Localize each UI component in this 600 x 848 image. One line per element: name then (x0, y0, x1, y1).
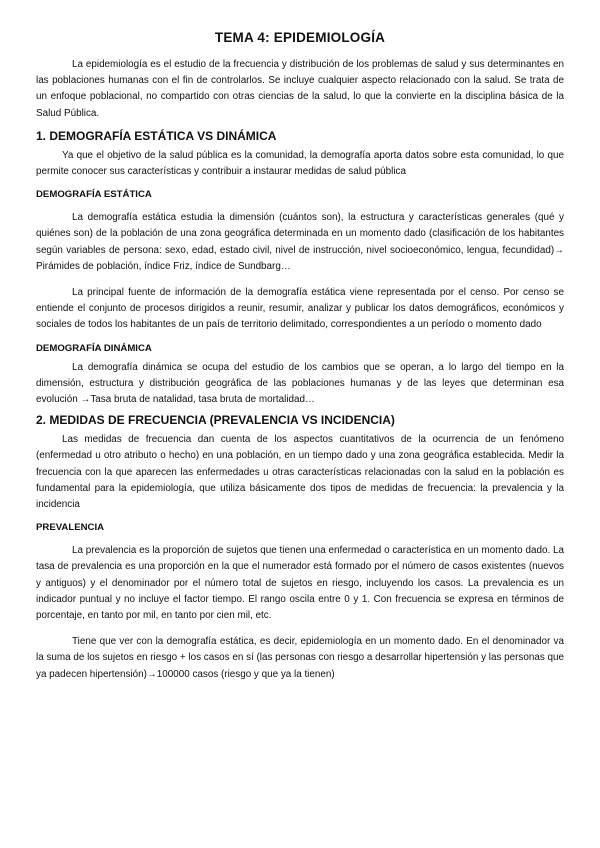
document-page (36, 30, 564, 683)
prevalencia-paragraph-1: La prevalencia es la proporción de sujetos que tienen una enfermedad o característica en un momento dado. La tasa de prevalencia es una proporción en la que el numerador está formado por el número de casos existentes (nuevos y antiguos) y el denominador por el número total de sujetos en riesgo, incluyendo los casos. La prevalencia es un indicador puntual y no incluye el factor tiempo. El rango oscila entre 0 y 1. Con frecuencia se expresa en términos de porcentaje, en tanto por mil, en tanto por cien mil, etc. (36, 545, 564, 622)
document-title: TEMA 4: EPIDEMIOLOGÍA (214, 30, 386, 45)
section-heading-demografia: 1. DEMOGRAFÍA ESTÁTICA VS DINÁMICA (36, 128, 277, 143)
section2-intro-paragraph: Las medidas de frecuencia dan cuenta de los aspectos cuantitativos de la ocurrencia de un fenómeno (enfermedad u otro atributo o hecho) en una población, en un tiempo dado y una zona geográfica establecida. Medir la frecuencia con la que aparecen las enfermedades u otras características relacionadas con la salud en la población es fundamental para la epidemiología, que utiliza básicamente dos tipos de medidas de frecuencia: la prevalencia y la incidencia (36, 434, 564, 511)
subheading-prevalencia: PREVALENCIA (36, 522, 105, 534)
subheading-demografia-estatica: DEMOGRAFÍA ESTÁTICA (36, 189, 152, 201)
estatica-paragraph-2: La principal fuente de información de la demografía estática viene representada por el censo. Por censo se entiende el conjunto de procesos dirigidos a reunir, resumir, analizar y publicar los datos demográficos, económicos y sociales de todos los habitantes de un país de territorio delimitado, correspondientes a un período o momento dado (36, 287, 564, 331)
intro-paragraph: La epidemiología es el estudio de la frecuencia y distribución de los problemas de salud y sus determinantes en las poblaciones humanas con el fin de controlarlos. Se incluye cualquier aspecto relacionado con la salud. Se trata de un enfoque poblacional, no compartido con otras ciencias de la salud, lo que la convierte en la disciplina básica de la Salud Pública. (36, 59, 564, 119)
subheading-demografia-dinamica: DEMOGRAFÍA DINÁMICA (36, 342, 152, 354)
dinamica-paragraph-1: La demografía dinámica se ocupa del estudio de los cambios que se operan, a lo largo del tiempo en la dimensión, estructura y distribución geográfica de las poblaciones humanas y de las leyes que determinan esa evolución →Tasa bruta de natalidad, tasa bruta de mortalidad… (36, 361, 564, 406)
prevalencia-paragraph-2: Tiene que ver con la demografía estática, es decir, epidemiología en un momento dado. En el denominador va la suma de los sujetos en riesgo + los casos en sí (las personas con riesgo a desarrollar hipertensión y las personas que ya padecen hipertensión)→100000 casos (riesgo y que ya la tienen) (36, 636, 564, 680)
section1-intro-paragraph: Ya que el objetivo de la salud pública es la comunidad, la demografía aporta datos sobre esta comunidad, lo que permite conocer sus características y contribuir a instaurar medidas de salud pública (36, 149, 564, 178)
section-heading-medidas-frecuencia: 2. MEDIDAS DE FRECUENCIA (PREVALENCIA VS INCIDENCIA) (36, 413, 395, 428)
estatica-paragraph-1: La demografía estática estudia la dimensión (cuántos son), la estructura y características generales (qué y quiénes son) de la población de una zona geográfica determinada en un momento dado (clasificación de los habitantes según variables de persona: sexo, edad, estado civil, nivel de instrucción, nivel socioeconómico, lengua, fecundidad)→ Pirámides de población, índice Friz, índice de Sundbarg… (36, 212, 564, 272)
